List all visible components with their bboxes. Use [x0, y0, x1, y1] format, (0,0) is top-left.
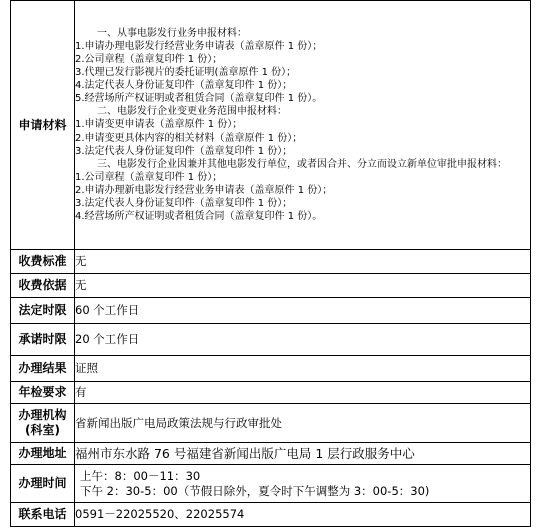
materials-line: 1.申请办理电影发行经营业务申请表（盖章原件 1 份）； — [75, 40, 323, 52]
result-value: 证照 — [75, 356, 531, 382]
materials-line: 3.代理已发行影视片的委托证明(盖章原件 1 份）； — [75, 67, 297, 79]
materials-line: 2.申请变更具体内容的相关材料（盖章原件 1 份）； — [75, 132, 303, 144]
materials-content — [75, 1, 531, 250]
promise-time-label: 承诺时限 — [11, 324, 75, 356]
hours-morning: 上午：8：00－11：30 — [80, 468, 201, 483]
hours-afternoon: 下午 2：30-5：00（节假日除外，夏令时下午调整为 3：00-5：30) — [80, 483, 430, 498]
hours-value — [75, 465, 531, 503]
phone-label: 联系电话 — [11, 503, 75, 527]
annual-check-value: 有 — [75, 382, 531, 404]
materials-line: 三、电影发行企业因兼并其他电影发行单位，或者因合并、分立而设立新单位审批申报材料： — [97, 158, 507, 170]
result-label: 办理结果 — [11, 356, 75, 382]
annual-check-label: 年检要求 — [11, 382, 75, 404]
fee-standard-value: 无 — [75, 250, 531, 274]
materials-line: 1.申请变更申请表（盖章原件 1 份）； — [75, 119, 243, 131]
office-label-line-2: (科室) — [25, 423, 60, 437]
address-row — [11, 443, 531, 465]
fee-basis-label: 收费依据 — [11, 274, 75, 298]
legal-time-value: 60 个工作日 — [75, 298, 531, 324]
service-info-table — [10, 0, 531, 527]
hours-row — [11, 465, 531, 503]
materials-line: 3.法定代表人身份证复印件（盖章复印件 1 份）； — [75, 145, 293, 157]
materials-line: 2.申请办理新电影发行经营业务申请表（盖章原件 1 份）； — [75, 184, 333, 196]
materials-line: 2.公司章程（盖章复印件 1 份）； — [75, 53, 223, 65]
materials-label: 申请材料 — [11, 1, 75, 250]
materials-line: 1.公司章程（盖章复印件 1 份）； — [75, 171, 223, 183]
office-label-line-1: 办理机构 — [18, 408, 67, 422]
phone-value: 0591－22025520、22025574 — [75, 503, 531, 527]
phone-row — [11, 503, 531, 527]
address-value: 福州市东水路 76 号福建省新闻出版广电局 1 层行政服务中心 — [75, 443, 531, 465]
promise-time-value: 20 个工作日 — [75, 324, 531, 356]
materials-line: 5.经营场所产权证明或者租赁合同（盖章复印件 1 份）。 — [75, 93, 323, 105]
result-row — [11, 356, 531, 382]
promise-time-row — [11, 324, 531, 356]
fee-standard-label: 收费标准 — [11, 250, 75, 274]
fee-basis-value: 无 — [75, 274, 531, 298]
fee-basis-row — [11, 274, 531, 298]
materials-row — [11, 1, 531, 250]
address-label: 办理地址 — [11, 443, 75, 465]
fee-standard-row — [11, 250, 531, 274]
legal-time-label: 法定时限 — [11, 298, 75, 324]
hours-label: 办理时间 — [11, 465, 75, 503]
legal-time-row — [11, 298, 531, 324]
materials-line: 一、从事电影发行业务申报材料： — [97, 27, 247, 39]
materials-line: 4.法定代表人身份证复印件（盖章复印件 1 份）； — [75, 80, 293, 92]
office-label — [11, 404, 75, 443]
office-row — [11, 404, 531, 443]
materials-line: 4.经营场所产权证明或者租赁合同（盖章复印件 1 份）。 — [75, 211, 323, 223]
materials-line: 二、电影发行企业变更业务范围申报材料： — [97, 106, 287, 118]
office-value: 省新闻出版广电局政策法规与行政审批处 — [75, 404, 531, 443]
materials-line: 3.法定代表人身份证复印件（盖章复印件 1 份）； — [75, 198, 293, 210]
annual-check-row — [11, 382, 531, 404]
